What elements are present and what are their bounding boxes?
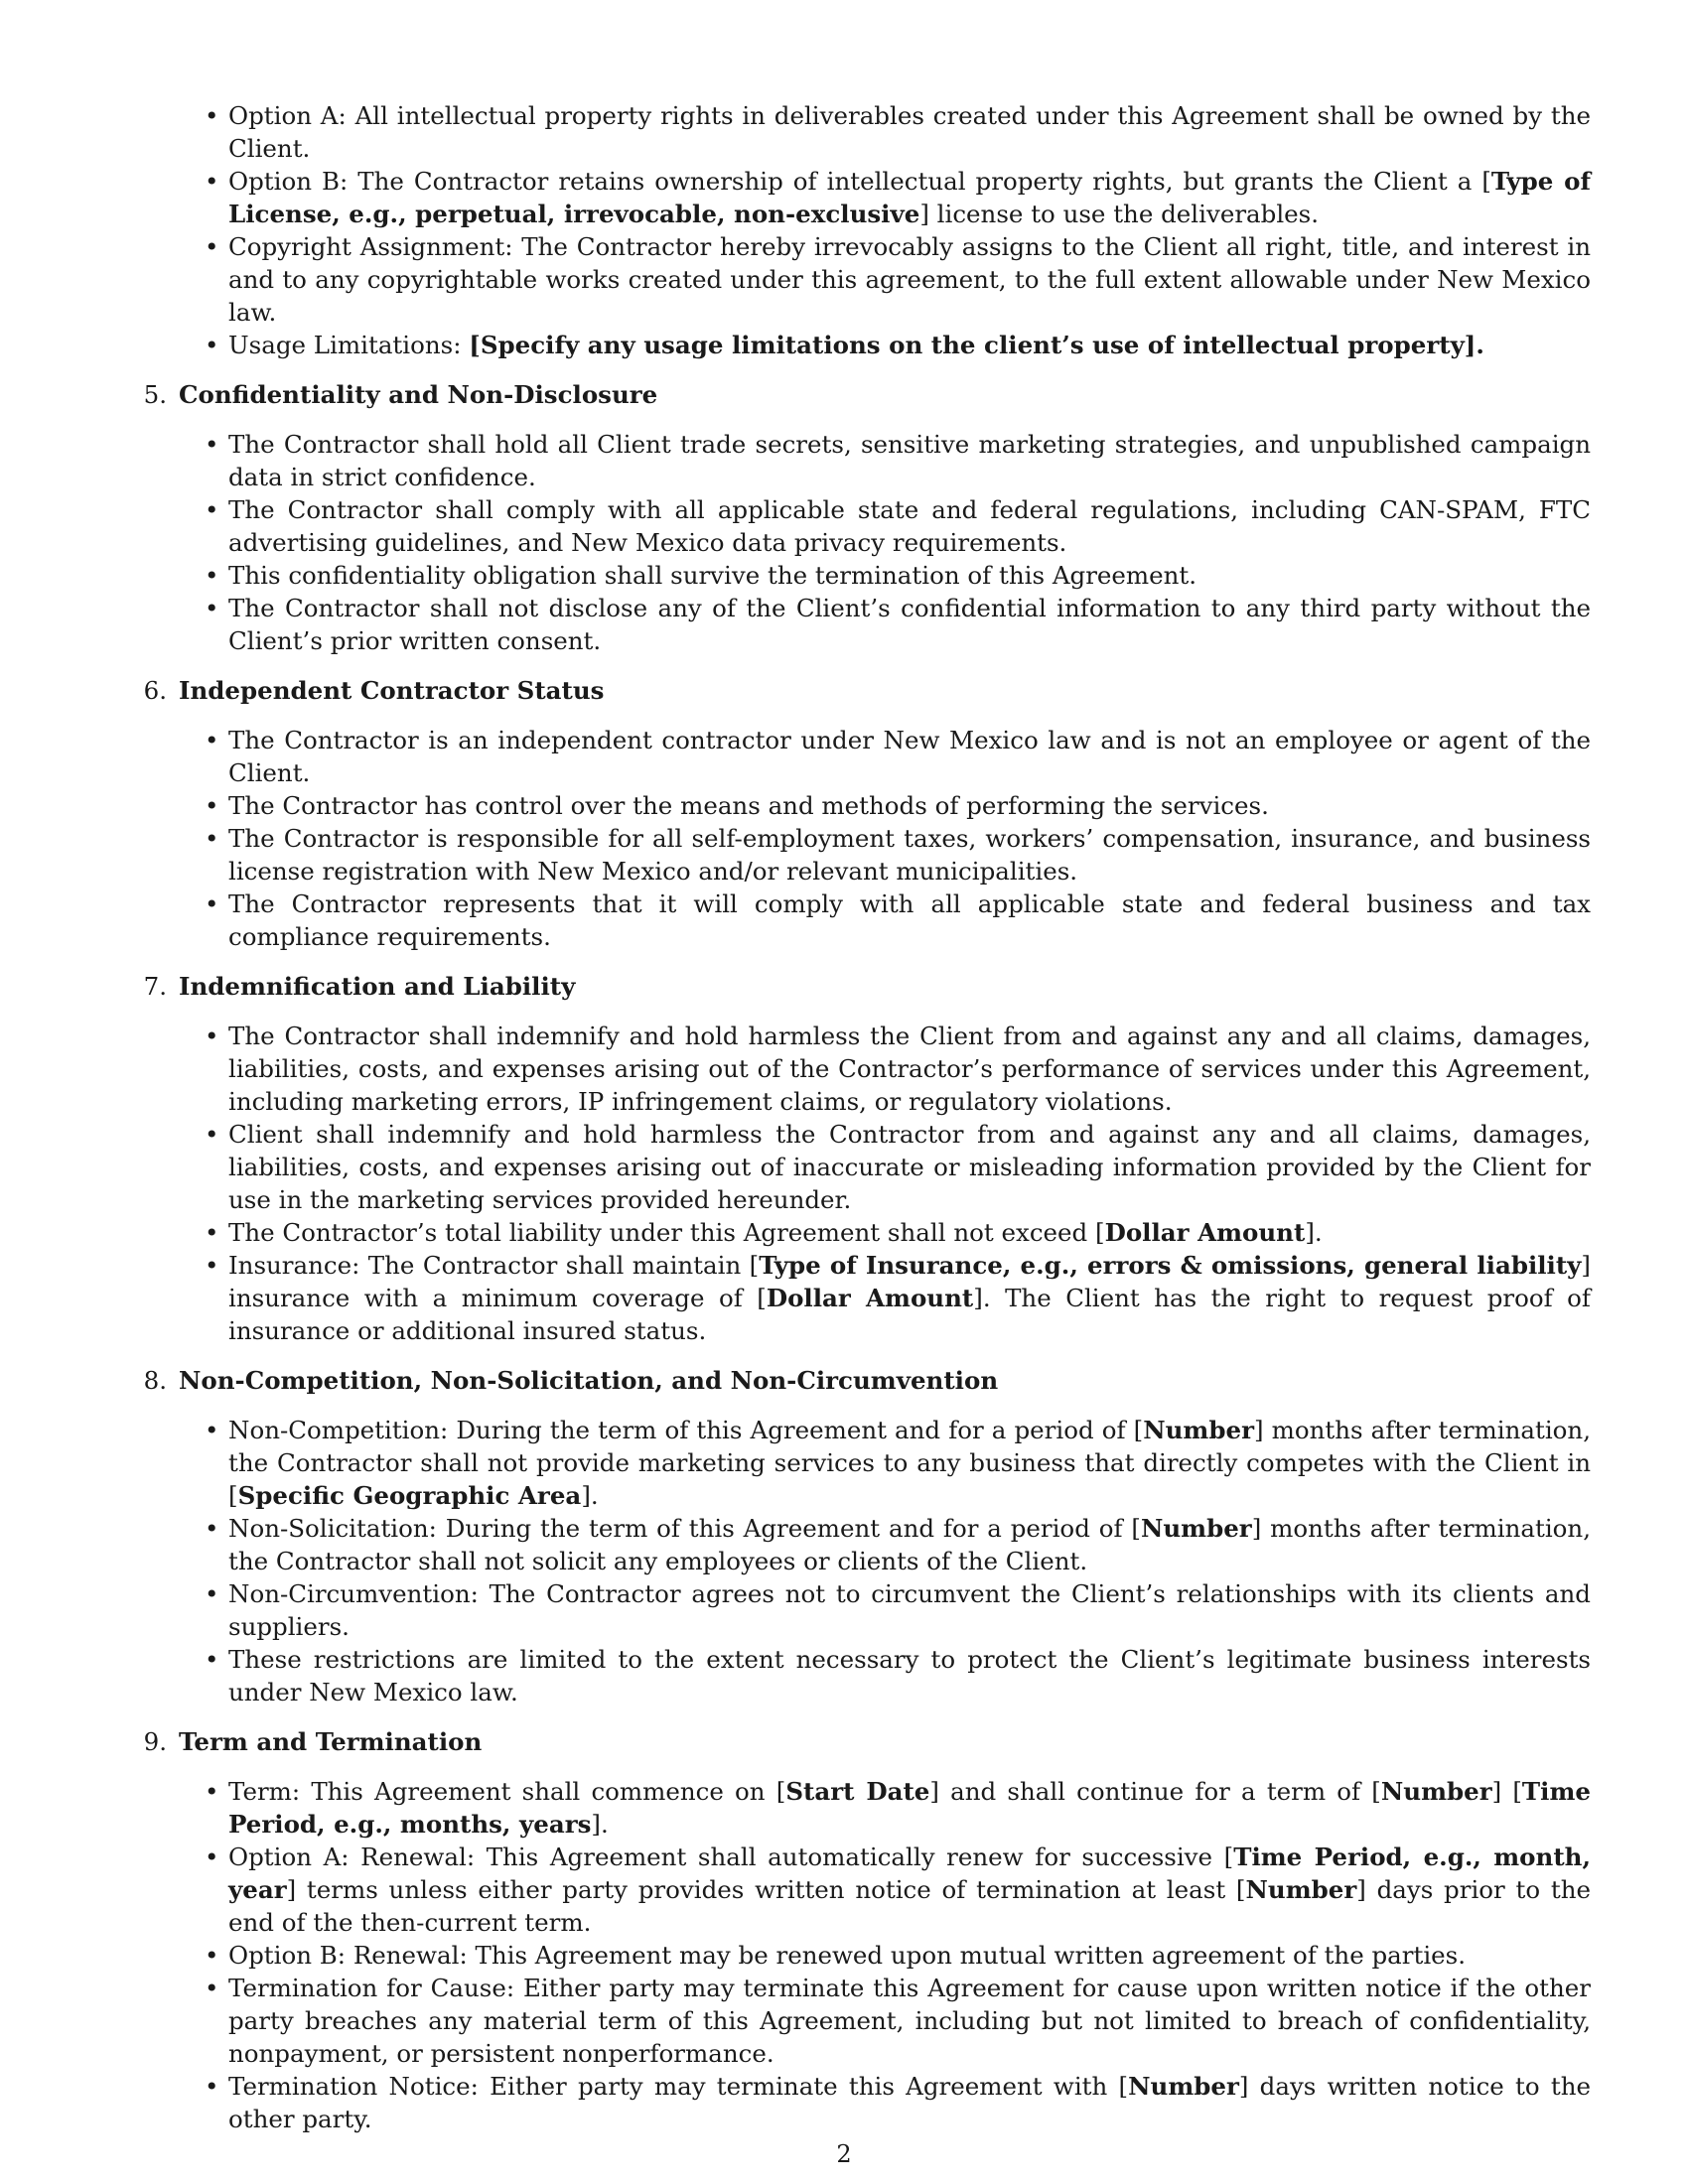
list-item [228, 1512, 1591, 1577]
bullet-text: The Contractor shall not disclose any of the Client’s confidential information to any third party without the Client’s prior written consent. [228, 594, 1591, 655]
placeholder-field: Number [1140, 1514, 1252, 1543]
bullet-text: ] terms unless either party provides written notice of termination at least [ [286, 1875, 1246, 1904]
bullet-text: Non-Competition: During the term of this Agreement and for a period of [ [228, 1416, 1144, 1444]
bullet-text: Client shall indemnify and hold harmless the Contractor from and against any and all claims, damages, liabilities, costs, and expenses arising out of inaccurate or misleading information provided by the Client for use in the marketing services provided hereunder. [228, 1120, 1591, 1214]
bullet-text: Insurance: The Contractor shall maintain [ [228, 1251, 760, 1280]
bullet-text: These restrictions are limited to the extent necessary to protect the Client’s legitimate business interests under New Mexico law. [228, 1645, 1591, 1706]
bullet-text: ] months after termination, the Contractor shall not provide marketing services to any business that directly competes with the Client in [ [228, 1416, 1591, 1510]
list-item [228, 1972, 1591, 2070]
list-item [228, 1020, 1591, 1118]
section-heading [127, 378, 1591, 411]
bullet-text: The Contractor represents that it will comply with all applicable state and federal business and tax compliance requirements. [228, 889, 1591, 951]
bullet-text: ] days written notice to the other party. [228, 2072, 1591, 2133]
list-item [228, 428, 1591, 493]
list-item [228, 1414, 1591, 1512]
list-item [228, 1118, 1591, 1216]
list-item [228, 230, 1591, 329]
bullet-text: ] license to use the deliverables. [919, 200, 1320, 228]
section-heading [127, 1725, 1591, 1758]
section-number: 7. [143, 972, 167, 1001]
bullet-text: Copyright Assignment: The Contractor hereby irrevocably assigns to the Client all right, title, and interest in and to any copyrightable works created under this agreement, to the full extent allowable under New Mexico law. [228, 232, 1591, 327]
list-item [228, 789, 1591, 822]
bullet-text: Option A: Renewal: This Agreement shall automatically renew for successive [ [228, 1843, 1234, 1871]
section [127, 378, 1591, 657]
placeholder-field: Type of Insurance, e.g., errors & omissions, general liability [759, 1251, 1582, 1280]
bullet-text: The Contractor is responsible for all self-employment taxes, workers’ compensation, insurance, and business license registration with New Mexico and/or relevant municipalities. [228, 824, 1591, 886]
bullet-text: The Contractor shall indemnify and hold harmless the Client from and against any and all claims, damages, liabilities, costs, and expenses arising out of the Contractor’s performance of services under this Agreement, including marketing errors, IP infringement claims, or regulatory violations. [228, 1022, 1591, 1116]
bullet-text: ]. The Client has the right to request proof of insurance or additional insured status. [228, 1284, 1591, 1345]
placeholder-field: Type of License, e.g., perpetual, irrevocable, non-exclusive [228, 167, 1591, 228]
list-item [228, 1577, 1591, 1643]
bullet-text: ]. [581, 1481, 599, 1510]
bullet-text: Option B: Renewal: This Agreement may be renewed upon mutual written agreement of the parties. [228, 1941, 1467, 1970]
section [127, 970, 1591, 1347]
intro-bullet-list [127, 99, 1591, 361]
section-title: Indemnification and Liability [179, 972, 576, 1001]
bullet-text: Termination for Cause: Either party may terminate this Agreement for cause upon written notice if the other party breaches any material term of this Agreement, including but not limited to breach of confidentiality, nonpayment, or persistent nonperformance. [228, 1974, 1591, 2068]
section-number: 9. [143, 1727, 167, 1756]
section-heading [127, 1364, 1591, 1397]
list-item [228, 592, 1591, 657]
list-item [228, 887, 1591, 953]
list-item [228, 1249, 1591, 1347]
section-bullet-list [127, 1414, 1591, 1708]
bullet-text: Non-Solicitation: During the term of this Agreement and for a period of [ [228, 1514, 1141, 1543]
bullet-text: Non-Circumvention: The Contractor agrees not to circumvent the Client’s relationships with its clients and suppliers. [228, 1579, 1591, 1641]
section-bullet-list [127, 1775, 1591, 2135]
list-item [228, 1841, 1591, 1939]
bullet-text: Term: This Agreement shall commence on [ [228, 1777, 786, 1806]
placeholder-field: Number [1128, 2072, 1239, 2101]
section-number: 5. [143, 380, 167, 409]
bullet-text: ]. [1305, 1218, 1323, 1247]
section [127, 674, 1591, 953]
document-body [127, 99, 1591, 2135]
bullet-text: ] [ [1491, 1777, 1522, 1806]
list-item [228, 2070, 1591, 2135]
list-item [228, 1216, 1591, 1249]
bullet-text: The Contractor’s total liability under this Agreement shall not exceed [ [228, 1218, 1105, 1247]
placeholder-field: Start Date [785, 1777, 930, 1806]
section-bullet-list [127, 428, 1591, 657]
placeholder-field: Dollar Amount [1104, 1218, 1306, 1247]
list-item [228, 1643, 1591, 1708]
placeholder-field: Number [1143, 1416, 1254, 1444]
bullet-text: Usage Limitations: [228, 331, 470, 359]
list-item [228, 724, 1591, 789]
bullet-text: Termination Notice: Either party may terminate this Agreement with [ [228, 2072, 1129, 2101]
section-title: Independent Contractor Status [179, 676, 605, 705]
page-number: 2 [836, 2140, 852, 2168]
bullet-text: Option A: All intellectual property rights in deliverables created under this Agreement shall be owned by the Client. [228, 101, 1591, 163]
section-bullet-list [127, 724, 1591, 953]
list-item [228, 493, 1591, 559]
section-heading [127, 970, 1591, 1003]
section-title: Confidentiality and Non-Disclosure [179, 380, 658, 409]
bullet-text: The Contractor is an independent contractor under New Mexico law and is not an employee or agent of the Client. [228, 726, 1591, 787]
section-bullet-list [127, 1020, 1591, 1347]
list-item [228, 165, 1591, 230]
section-title: Non-Competition, Non-Solicitation, and Non-Circumvention [179, 1366, 999, 1395]
section-title: Term and Termination [179, 1727, 483, 1756]
bullet-text: Option B: The Contractor retains ownership of intellectual property rights, but grants the Client a [ [228, 167, 1491, 196]
bullet-text: The Contractor shall comply with all applicable state and federal regulations, including CAN-SPAM, FTC advertising guidelines, and New Mexico data privacy requirements. [228, 495, 1591, 557]
placeholder-field: [Specify any usage limitations on the client’s use of intellectual property]. [469, 331, 1484, 359]
placeholder-field: Time Period, e.g., months, years [228, 1777, 1591, 1839]
list-item [228, 1775, 1591, 1841]
placeholder-field: Dollar Amount [766, 1284, 974, 1312]
section-number: 6. [143, 676, 167, 705]
bullet-text: ] and shall continue for a term of [ [929, 1777, 1381, 1806]
list-item [228, 822, 1591, 887]
placeholder-field: Number [1380, 1777, 1492, 1806]
bullet-text: ] insurance with a minimum coverage of [ [228, 1251, 1591, 1312]
list-item [228, 99, 1591, 165]
placeholder-field: Specific Geographic Area [237, 1481, 582, 1510]
sections-container [127, 378, 1591, 2135]
list-item [228, 559, 1591, 592]
section-heading [127, 674, 1591, 707]
bullet-text: This confidentiality obligation shall survive the termination of this Agreement. [228, 561, 1197, 590]
bullet-text: The Contractor has control over the means and methods of performing the services. [228, 791, 1269, 820]
bullet-text: ] months after termination, the Contractor shall not solicit any employees or clients of the Client. [228, 1514, 1591, 1575]
section [127, 1725, 1591, 2135]
section-number: 8. [143, 1366, 167, 1395]
section [127, 1364, 1591, 1708]
bullet-text: ] days prior to the end of the then-current term. [228, 1875, 1591, 1937]
bullet-text: ]. [591, 1810, 609, 1839]
placeholder-field: Time Period, e.g., month, year [228, 1843, 1591, 1904]
placeholder-field: Number [1245, 1875, 1357, 1904]
list-item [228, 329, 1591, 361]
bullet-text: The Contractor shall hold all Client trade secrets, sensitive marketing strategies, and unpublished campaign data in strict confidence. [228, 430, 1591, 491]
list-item [228, 1939, 1591, 1972]
